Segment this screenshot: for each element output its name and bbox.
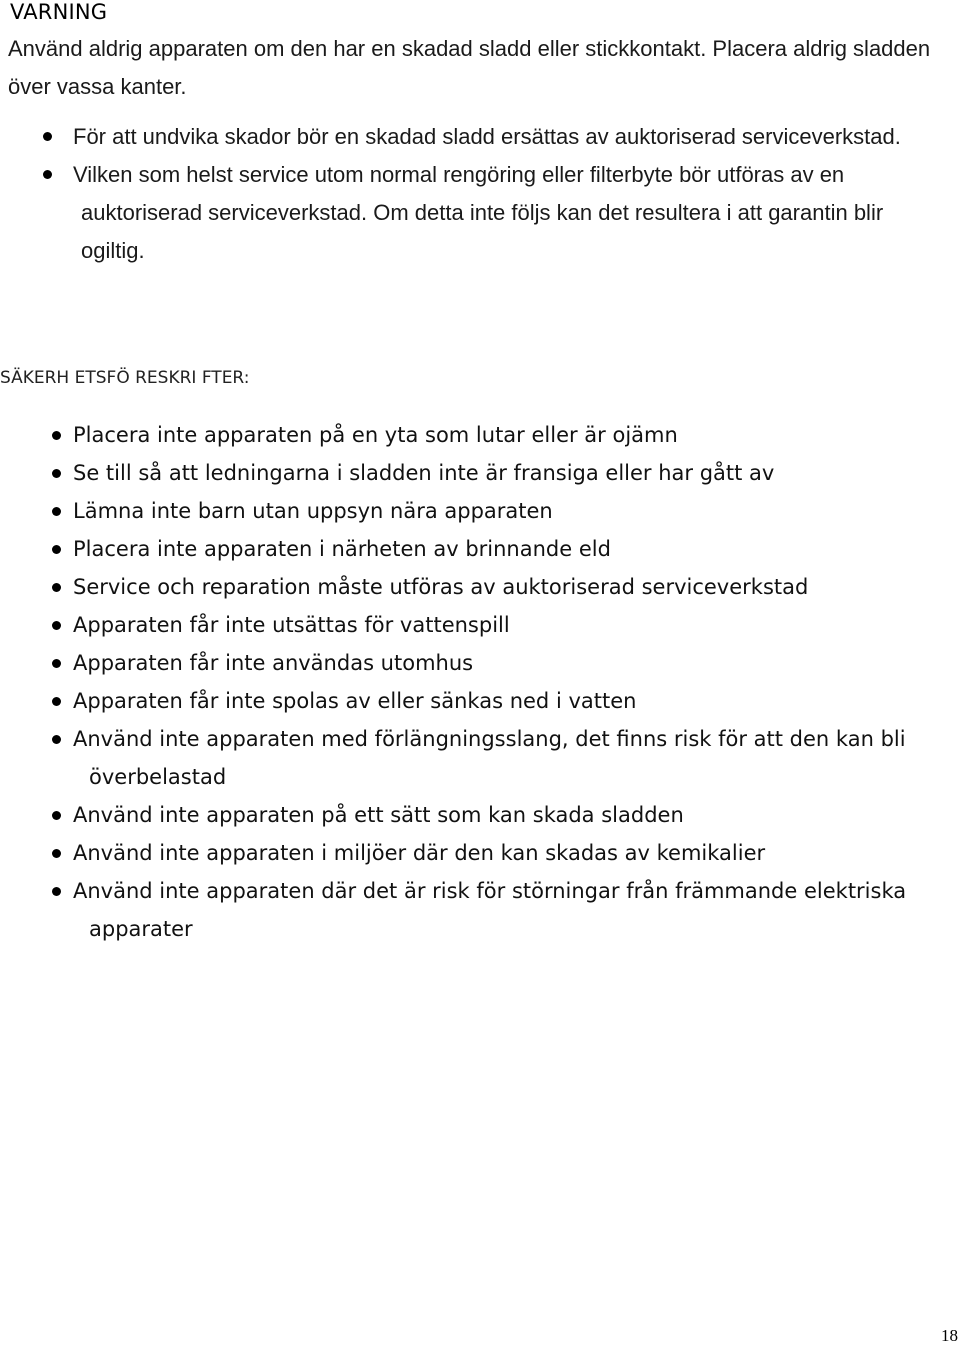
list-item [0,492,960,530]
list-item [0,416,960,454]
list-item-text: Placera inte apparaten på en yta som lutar eller är ojämn [73,423,678,447]
list-item [0,720,960,796]
list-item-text: Se till så att ledningarna i sladden inte är fransiga eller har gått av [73,461,775,485]
list-item-text: Använd inte apparaten med förlängningsslang, det finns risk för att den kan bli överbelastad [73,727,906,789]
warning-heading: VARNING [10,0,108,24]
warning-bullet-list [0,118,960,270]
list-item [0,796,960,834]
list-item [0,118,960,156]
bullet-icon [52,469,61,478]
list-item [0,872,960,948]
list-item [0,568,960,606]
list-item-text: Använd inte apparaten i miljöer där den kan skadas av kemikalier [73,841,766,865]
list-item-text: För att undvika skador bör en skadad sladd ersättas av auktoriserad serviceverkstad. [73,124,901,149]
list-item-text: Använd inte apparaten där det är risk för störningar från främmande elektriska apparater [73,879,907,941]
list-item [0,530,960,568]
list-item-text: Apparaten får inte utsättas för vattenspill [73,613,510,637]
bullet-icon [52,697,61,706]
list-item-text: Vilken som helst service utom normal rengöring eller filterbyte bör utföras av en auktoriserad serviceverkstad. Om detta inte följs kan det resultera i att garantin blir ogiltig. [73,162,884,263]
bullet-icon [52,659,61,668]
bullet-icon [52,735,61,744]
list-item [0,682,960,720]
safety-bullet-list [0,416,960,948]
page-number: 18 [941,1326,958,1345]
safety-heading: SÄKERH ETSFÖ RESKRI FTER: [0,368,250,388]
list-item-text: Använd inte apparaten på ett sätt som kan skada sladden [73,803,684,827]
bullet-icon [52,887,61,896]
list-item-text: Service och reparation måste utföras av auktoriserad serviceverkstad [73,575,809,599]
list-item [0,156,960,270]
list-item [0,606,960,644]
list-item-text: Placera inte apparaten i närheten av brinnande eld [73,537,611,561]
bullet-icon [43,132,52,141]
bullet-icon [52,507,61,516]
list-item-text: Lämna inte barn utan uppsyn nära apparaten [73,499,553,523]
list-item-text: Apparaten får inte spolas av eller sänkas ned i vatten [73,689,637,713]
warning-paragraph: Använd aldrig apparaten om den har en skadad sladd eller stickkontakt. Placera aldrig sladden över vassa kanter. [8,36,931,99]
bullet-icon [52,545,61,554]
bullet-icon [52,583,61,592]
list-item [0,644,960,682]
bullet-icon [52,621,61,630]
bullet-icon [52,811,61,820]
list-item [0,454,960,492]
list-item-text: Apparaten får inte användas utomhus [73,651,474,675]
bullet-icon [52,849,61,858]
list-item [0,834,960,872]
bullet-icon [52,431,61,440]
bullet-icon [43,170,52,179]
